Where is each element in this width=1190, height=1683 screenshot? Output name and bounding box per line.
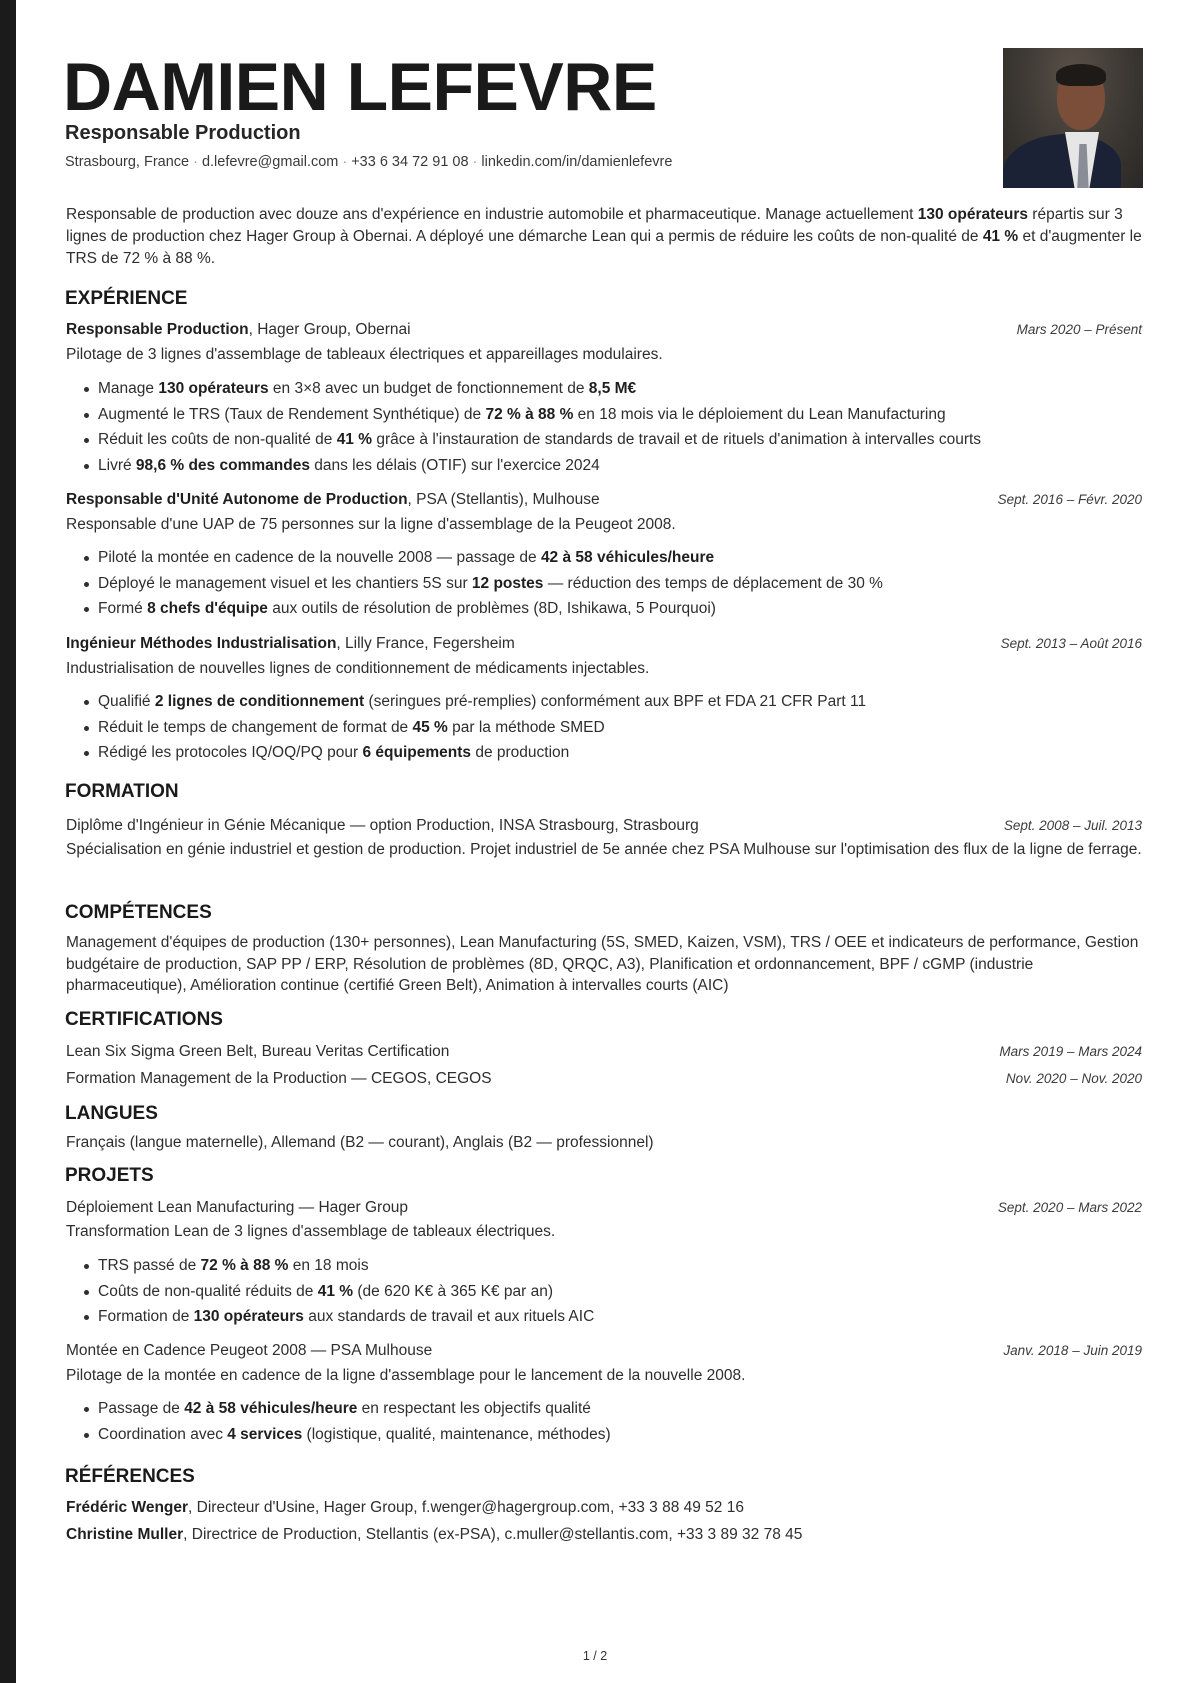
reference-name: Frédéric Wenger	[66, 1499, 189, 1516]
job-bullets	[66, 547, 1142, 624]
certification-dates: Mars 2019 – Mars 2024	[999, 1044, 1142, 1059]
project-entry-header	[66, 1342, 1142, 1362]
section-title-languages: LANGUES	[65, 1103, 158, 1124]
experience-entry-header	[66, 491, 1142, 511]
section-title-projects: PROJETS	[65, 1165, 154, 1186]
certification-entry	[66, 1043, 1142, 1063]
separator: ·	[342, 154, 348, 170]
skills-text: Management d'équipes de production (130+ personnes), Lean Manufacturing (5S, SMED, Kaizen, VSM), TRS / OEE et indicateurs de performance, Gestion budgétaire de production, SAP PP / ERP, Résolution de problèmes (8D, QRQC, A3), Planification et ordonnancement, BPF / cGMP (industrie pharmaceutique), Amélioration continue (certifié Green Belt), Animation à intervalles courts (AIC)	[66, 934, 1139, 994]
section-title-certifications: CERTIFICATIONS	[65, 1009, 223, 1030]
project-description: Transformation Lean de 3 lignes d'assemblage de tableaux électriques.	[66, 1223, 556, 1240]
list-item: Réduit le temps de changement de format de 45 % par la méthode SMED	[66, 717, 1142, 743]
list-item: Coûts de non-qualité réduits de 41 % (de 620 K€ à 365 K€ par an)	[66, 1281, 1142, 1307]
project-bullets	[66, 1255, 1142, 1332]
section-title-experience: EXPÉRIENCE	[65, 288, 188, 309]
job-role: Ingénieur Méthodes Industrialisation	[66, 635, 337, 652]
list-item: Formé 8 chefs d'équipe aux outils de résolution de problèmes (8D, Ishikawa, 5 Pourquoi)	[66, 598, 1142, 624]
project-description: Pilotage de la montée en cadence de la ligne d'assemblage pour le lancement de la nouvelle 2008.	[66, 1367, 746, 1384]
project-dates: Sept. 2020 – Mars 2022	[997, 1200, 1142, 1215]
photo-hair	[1056, 64, 1106, 86]
job-dates: Sept. 2016 – Févr. 2020	[997, 492, 1142, 507]
project-title: Déploiement Lean Manufacturing — Hager Group	[66, 1199, 409, 1216]
certification-dates: Nov. 2020 – Nov. 2020	[1005, 1071, 1142, 1086]
separator: ·	[472, 154, 478, 170]
certification-name: Formation Management de la Production — CEGOS, CEGOS	[66, 1070, 492, 1087]
candidate-name: DAMIEN LEFEVRE	[63, 49, 657, 125]
profile-summary	[66, 204, 1142, 270]
photo-suit	[1003, 134, 1121, 188]
contact-phone[interactable]: +33 6 34 72 91 08	[351, 154, 469, 170]
certification-name: Lean Six Sigma Green Belt, Bureau Veritas Certification	[66, 1043, 450, 1060]
list-item: Piloté la montée en cadence de la nouvelle 2008 — passage de 42 à 58 véhicules/heure	[66, 547, 1142, 573]
project-title: Montée en Cadence Peugeot 2008 — PSA Mulhouse	[66, 1342, 433, 1359]
languages-text	[66, 1134, 1142, 1154]
list-item: Coordination avec 4 services (logistique, qualité, maintenance, méthodes)	[66, 1424, 1142, 1450]
summary-text: et d'augmenter le TRS de 72 % à 88 %.	[66, 228, 1142, 267]
job-role: Responsable d'Unité Autonome de Production	[66, 491, 408, 508]
job-role: Responsable Production	[66, 321, 249, 338]
degree: Diplôme d'Ingénieur in Génie Mécanique — option Production, INSA Strasbourg, Strasbourg	[66, 817, 699, 834]
education-entry-header	[66, 817, 1142, 837]
contact-location: Strasbourg, France	[65, 154, 190, 170]
reference-item	[66, 1499, 744, 1517]
contact-linkedin[interactable]: linkedin.com/in/damienlefevre	[481, 154, 673, 170]
experience-entry-header	[66, 635, 1142, 655]
education-description: Spécialisation en génie industriel et gestion de production. Projet industriel de 5e année chez PSA Mulhouse sur l'optimisation des flux de la ligne de ferrage.	[66, 841, 1142, 858]
reference-name: Christine Muller	[66, 1526, 184, 1543]
summary-highlight: 130 opérateurs	[917, 206, 1028, 223]
job-company: , PSA (Stellantis), Mulhouse	[407, 491, 600, 508]
job-dates: Mars 2020 – Présent	[1016, 322, 1142, 337]
section-title-education: FORMATION	[65, 781, 179, 802]
project-entry-header	[66, 1199, 1142, 1219]
certification-entry	[66, 1070, 1142, 1090]
job-dates: Sept. 2013 – Août 2016	[1000, 636, 1142, 651]
reference-details: , Directeur d'Usine, Hager Group, f.wenger@hagergroup.com, +33 3 88 49 52 16	[188, 1499, 744, 1516]
list-item: Passage de 42 à 58 véhicules/heure en respectant les objectifs qualité	[66, 1398, 1142, 1424]
list-item: Manage 130 opérateurs en 3×8 avec un budget de fonctionnement de 8,5 M€	[66, 378, 1142, 404]
list-item: Formation de 130 opérateurs aux standards de travail et aux rituels AIC	[66, 1306, 1142, 1332]
job-description: Industrialisation de nouvelles lignes de conditionnement de médicaments injectables.	[66, 660, 650, 677]
languages-list: Français (langue maternelle), Allemand (B2 — courant), Anglais (B2 — professionnel)	[66, 1134, 654, 1151]
list-item: Rédigé les protocoles IQ/OQ/PQ pour 6 équipements de production	[66, 742, 1142, 768]
page-number: 1 / 2	[582, 1649, 608, 1663]
job-description: Responsable d'une UAP de 75 personnes sur la ligne d'assemblage de la Peugeot 2008.	[66, 516, 676, 533]
list-item: Qualifié 2 lignes de conditionnement (seringues pré-remplies) conformément aux BPF et FDA 21 CFR Part 11	[66, 691, 1142, 717]
list-item: TRS passé de 72 % à 88 % en 18 mois	[66, 1255, 1142, 1281]
profile-photo	[1003, 48, 1143, 188]
reference-item	[66, 1526, 802, 1544]
contact-email[interactable]: d.lefevre@gmail.com	[201, 154, 339, 170]
reference-details: , Directrice de Production, Stellantis (ex-PSA), c.muller@stellantis.com, +33 3 89 32 78 45	[183, 1526, 803, 1543]
summary-highlight: 41 %	[982, 228, 1019, 245]
contact-line	[65, 154, 672, 170]
section-title-skills: COMPÉTENCES	[65, 902, 212, 923]
list-item: Livré 98,6 % des commandes dans les délais (OTIF) sur l'exercice 2024	[66, 455, 1142, 481]
left-margin-strip	[0, 0, 16, 1683]
section-title-references: RÉFÉRENCES	[65, 1466, 195, 1487]
job-bullets	[66, 691, 1142, 768]
project-dates: Janv. 2018 – Juin 2019	[1003, 1343, 1142, 1358]
job-company: , Hager Group, Obernai	[248, 321, 411, 338]
list-item: Augmenté le TRS (Taux de Rendement Synthétique) de 72 % à 88 % en 18 mois via le déploiement du Lean Manufacturing	[66, 404, 1142, 430]
job-bullets	[66, 378, 1142, 480]
candidate-title: Responsable Production	[65, 122, 301, 144]
job-description: Pilotage de 3 lignes d'assemblage de tableaux électriques et appareillages modulaires.	[66, 346, 663, 363]
education-dates: Sept. 2008 – Juil. 2013	[1003, 818, 1142, 833]
project-bullets	[66, 1398, 1142, 1449]
separator: ·	[193, 154, 198, 170]
experience-entry-header	[66, 321, 1142, 341]
list-item: Déployé le management visuel et les chantiers 5S sur 12 postes — réduction des temps de déplacement de 30 %	[66, 573, 1142, 599]
summary-text: Responsable de production avec douze ans d'expérience en industrie automobile et pharmaceutique. Manage actuellement	[66, 206, 918, 223]
summary-text: répartis sur 3 lignes de production chez Hager Group à Obernai. A déployé une démarche Lean qui a permis de réduire les coûts de non-qualité de	[66, 206, 1123, 245]
job-company: , Lilly France, Fegersheim	[336, 635, 515, 652]
list-item: Réduit les coûts de non-qualité de 41 % grâce à l'instauration de standards de travail et de rituels d'animation à intervalles courts	[66, 429, 1142, 455]
